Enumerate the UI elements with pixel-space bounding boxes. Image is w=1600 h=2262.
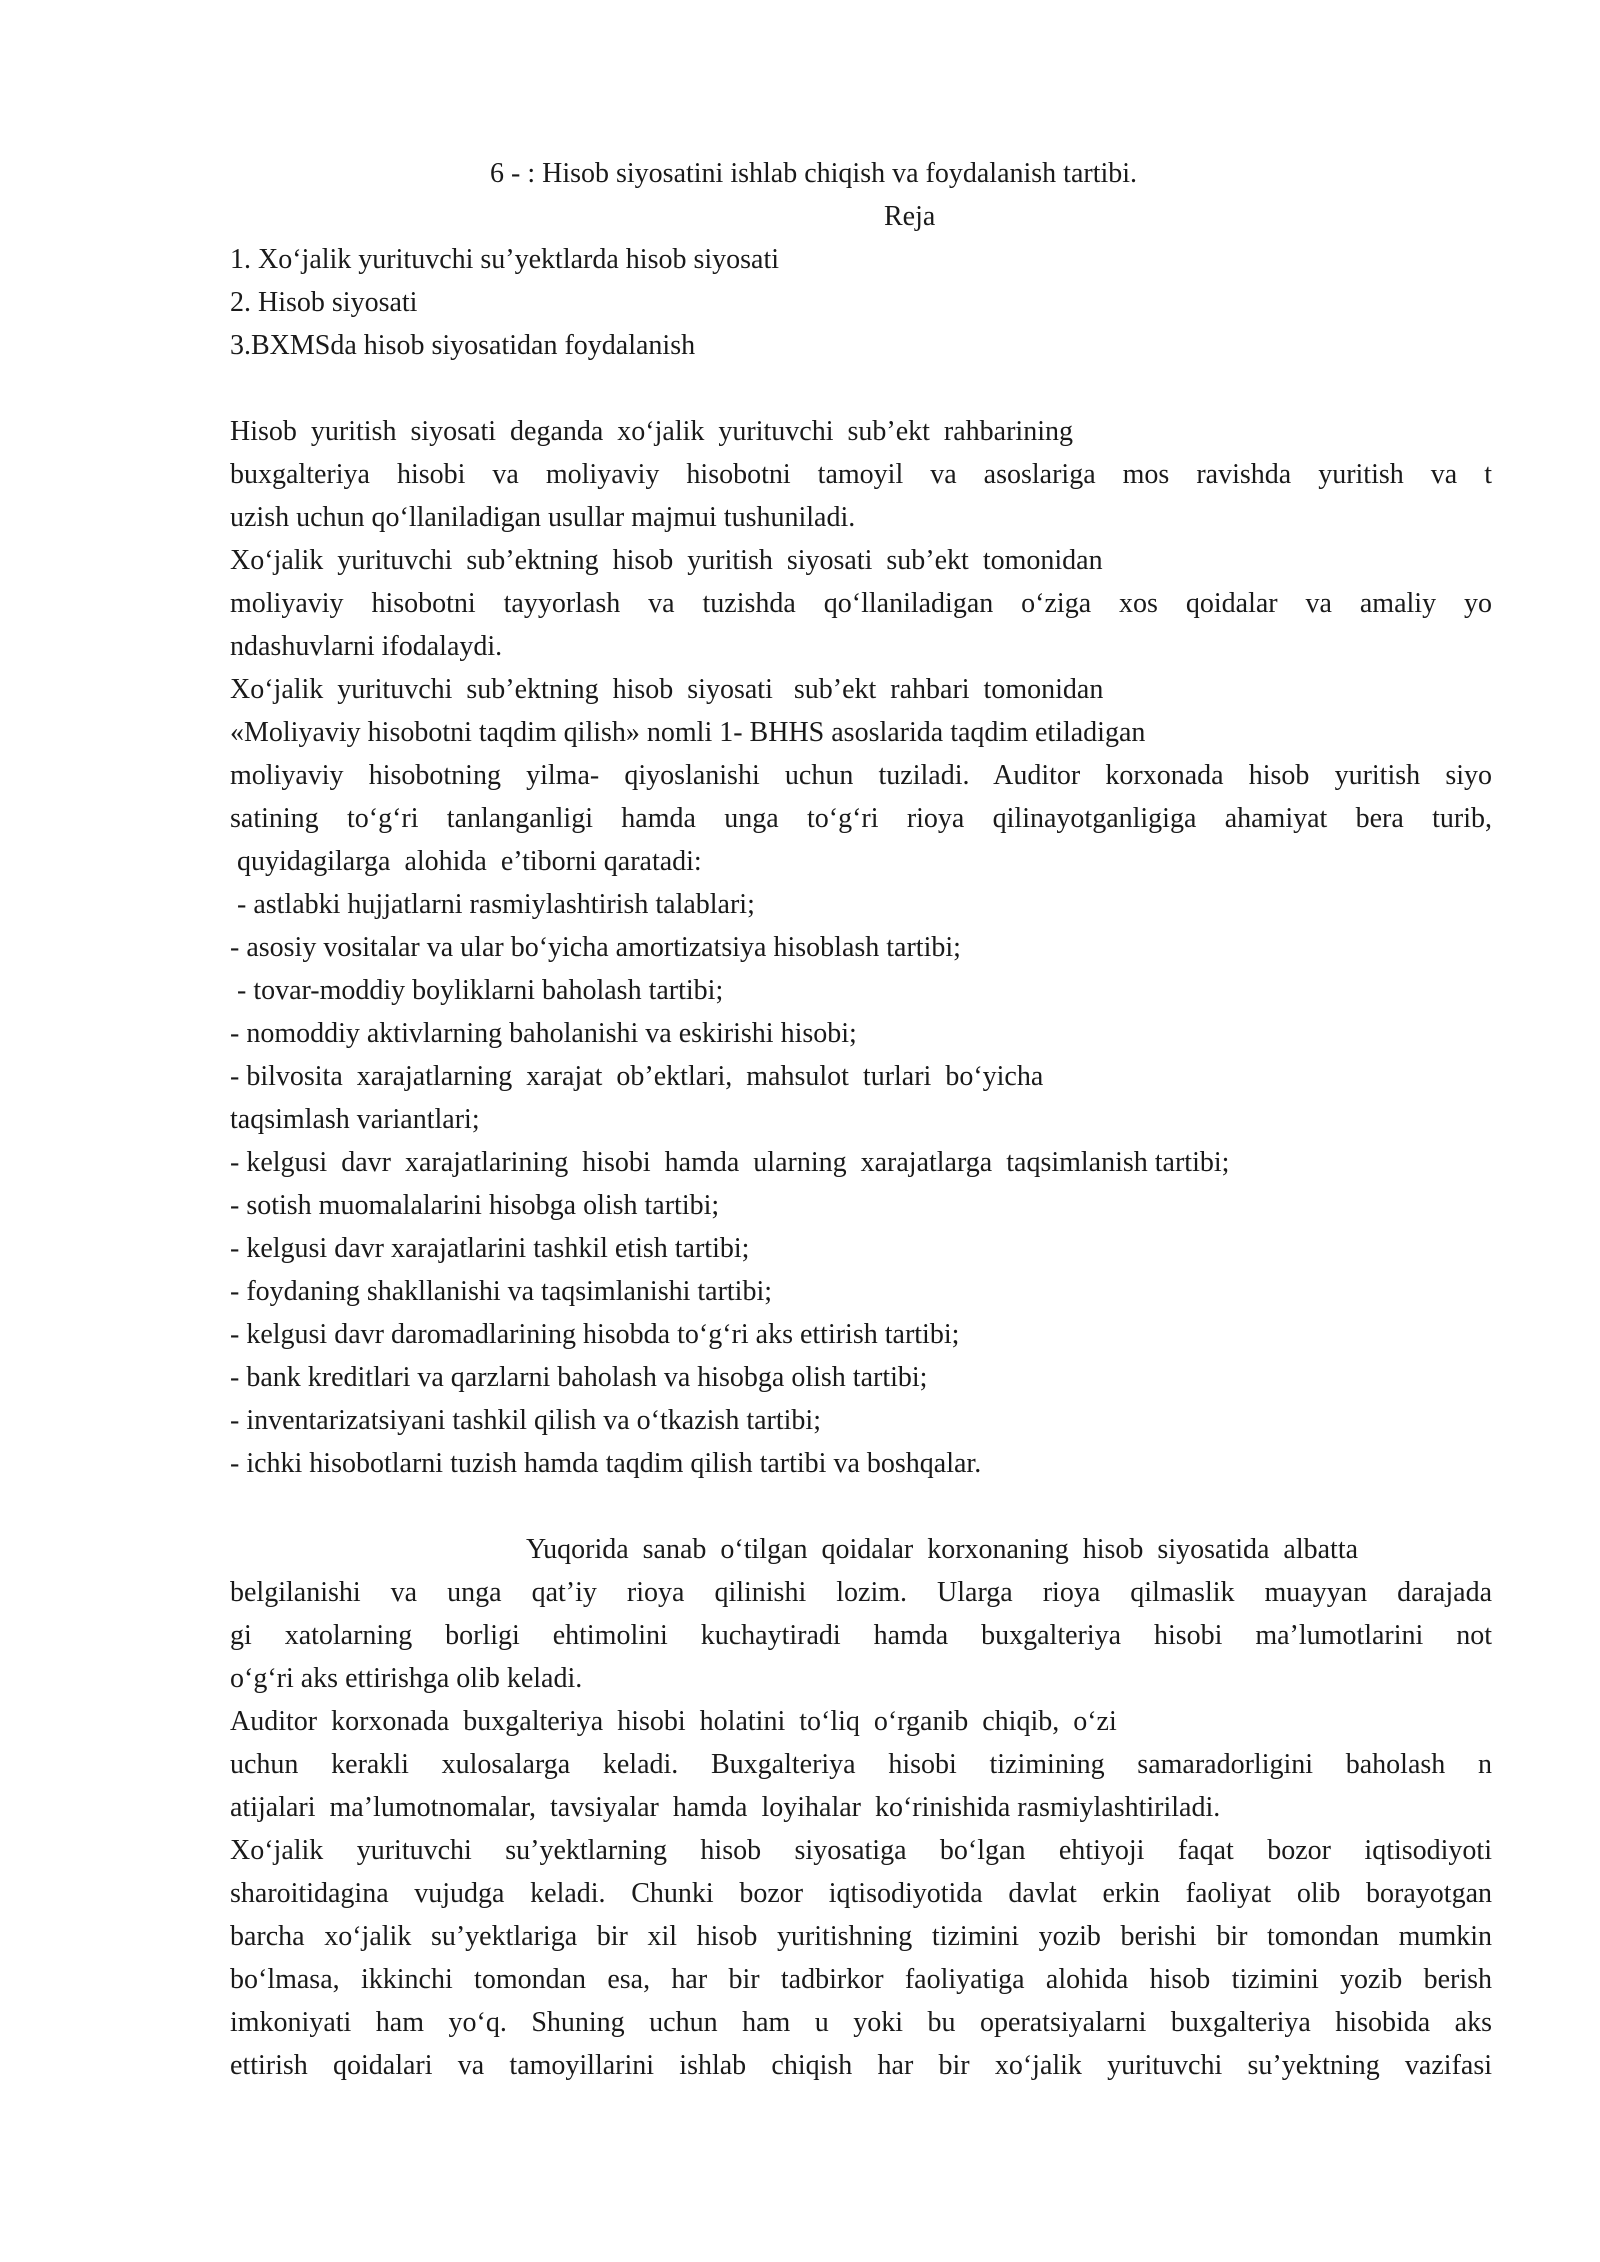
- body-line: ndashuvlarni ifodalaydi.: [230, 631, 503, 662]
- list-item: - foydaning shakllanishi va taqsimlanishi tartibi;: [230, 1276, 773, 1307]
- document-title: 6 - : Hisob siyosatini ishlab chiqish va foydalanish tartibi.: [490, 158, 1138, 189]
- body-line: Xo‘jalik yurituvchi sub’ektning hisob yuritish siyosati sub’ekt tomonidan: [230, 545, 1103, 576]
- body-line: o‘g‘ri aks ettirishga olib keladi.: [230, 1663, 583, 1694]
- list-item: - tovar-moddiy boyliklarni baholash tartibi;: [230, 975, 724, 1006]
- list-item: - kelgusi davr xarajatlarini tashkil etish tartibi;: [230, 1233, 750, 1264]
- list-item: - bilvosita xarajatlarning xarajat ob’ektlari, mahsulot turlari bo‘yicha: [230, 1061, 1044, 1092]
- body-line: Xo‘jalik yurituvchi su’yektlarning hisob siyosatiga bo‘lgan ehtiyoji faqat bozor iqtisodiyoti: [230, 1835, 1492, 1866]
- plan-item-3: 3.BXMSda hisob siyosatidan foydalanish: [230, 330, 696, 361]
- body-line: imkoniyati ham yo‘q. Shuning uchun ham u yoki bu operatsiyalarni buxgalteriya hisobida aks: [230, 2007, 1492, 2038]
- list-item: - kelgusi davr daromadlarining hisobda to‘g‘ri aks ettirish tartibi;: [230, 1319, 960, 1350]
- body-line: sharoitidagina vujudga keladi. Chunki bozor iqtisodiyotida davlat erkin faoliyat olib borayotgan: [230, 1878, 1492, 1909]
- list-item: taqsimlash variantlari;: [230, 1104, 480, 1135]
- body-line: buxgalteriya hisobi va moliyaviy hisobotni tamoyil va asoslariga mos ravishda yuritish va t: [230, 459, 1492, 490]
- list-item: - asosiy vositalar va ular bo‘yicha amortizatsiya hisoblash tartibi;: [230, 932, 961, 963]
- body-line: uchun kerakli xulosalarga keladi. Buxgalteriya hisobi tizimining samaradorligini baholash n: [230, 1749, 1492, 1780]
- body-line: Xo‘jalik yurituvchi sub’ektning hisob siyosati sub’ekt rahbari tomonidan: [230, 674, 1104, 705]
- body-line: Hisob yuritish siyosati deganda xo‘jalik yurituvchi sub’ekt rahbarining: [230, 416, 1073, 447]
- list-item: - kelgusi davr xarajatlarining hisobi hamda ularning xarajatlarga taqsimlanish tartibi;: [230, 1147, 1230, 1178]
- body-line: bo‘lmasa, ikkinchi tomondan esa, har bir tadbirkor faoliyatiga alohida hisob tizimini yozib berish: [230, 1964, 1492, 1995]
- list-item: - sotish muomalalarini hisobga olish tartibi;: [230, 1190, 720, 1221]
- body-line: ettirish qoidalari va tamoyillarini ishlab chiqish har bir xo‘jalik yurituvchi su’yektning vazifasi: [230, 2050, 1492, 2081]
- body-line: satining to‘g‘ri tanlanganligi hamda unga to‘g‘ri rioya qilinayotganligiga ahamiyat bera turib,: [230, 803, 1492, 834]
- body-line: atijalari ma’lumotnomalar, tavsiyalar hamda loyihalar ko‘rinishida rasmiylashtiriladi.: [230, 1792, 1221, 1823]
- body-line: uzish uchun qo‘llaniladigan usullar majmui tushuniladi.: [230, 502, 856, 533]
- list-item: - bank kreditlari va qarzlarni baholash va hisobga olish tartibi;: [230, 1362, 928, 1393]
- list-item: - ichki hisobotlarni tuzish hamda taqdim qilish tartibi va boshqalar.: [230, 1448, 982, 1479]
- body-line: quyidagilarga alohida e’tiborni qaratadi:: [230, 846, 702, 877]
- body-line: moliyaviy hisobotning yilma- qiyoslanishi uchun tuziladi. Auditor korxonada hisob yuritish siyo: [230, 760, 1492, 791]
- body-line: belgilanishi va unga qat’iy rioya qilinishi lozim. Ularga rioya qilmaslik muayyan darajada: [230, 1577, 1492, 1608]
- body-line: moliyaviy hisobotni tayyorlash va tuzishda qo‘llaniladigan o‘ziga xos qoidalar va amaliy yo: [230, 588, 1492, 619]
- list-item: - astlabki hujjatlarni rasmiylashtirish talablari;: [230, 889, 755, 920]
- plan-item-1: 1. Xo‘jalik yurituvchi su’yektlarda hisob siyosati: [230, 244, 780, 275]
- body-line: barcha xo‘jalik su’yektlariga bir xil hisob yuritishning tizimini yozib berishi bir tomondan mumkin: [230, 1921, 1492, 1952]
- plan-heading: Reja: [884, 201, 936, 232]
- body-line: gi xatolarning borligi ehtimolini kuchaytiradi hamda buxgalteriya hisobi ma’lumotlarini not: [230, 1620, 1492, 1651]
- body-line: Auditor korxonada buxgalteriya hisobi holatini to‘liq o‘rganib chiqib, o‘zi: [230, 1706, 1117, 1737]
- body-line: Yuqorida sanab o‘tilgan qoidalar korxonaning hisob siyosatida albatta: [526, 1534, 1359, 1565]
- list-item: - inventarizatsiyani tashkil qilish va o‘tkazish tartibi;: [230, 1405, 821, 1436]
- list-item: - nomoddiy aktivlarning baholanishi va eskirishi hisobi;: [230, 1018, 857, 1049]
- plan-item-2: 2. Hisob siyosati: [230, 287, 418, 318]
- body-line: «Moliyaviy hisobotni taqdim qilish» nomli 1- BHHS asoslarida taqdim etiladigan: [230, 717, 1146, 748]
